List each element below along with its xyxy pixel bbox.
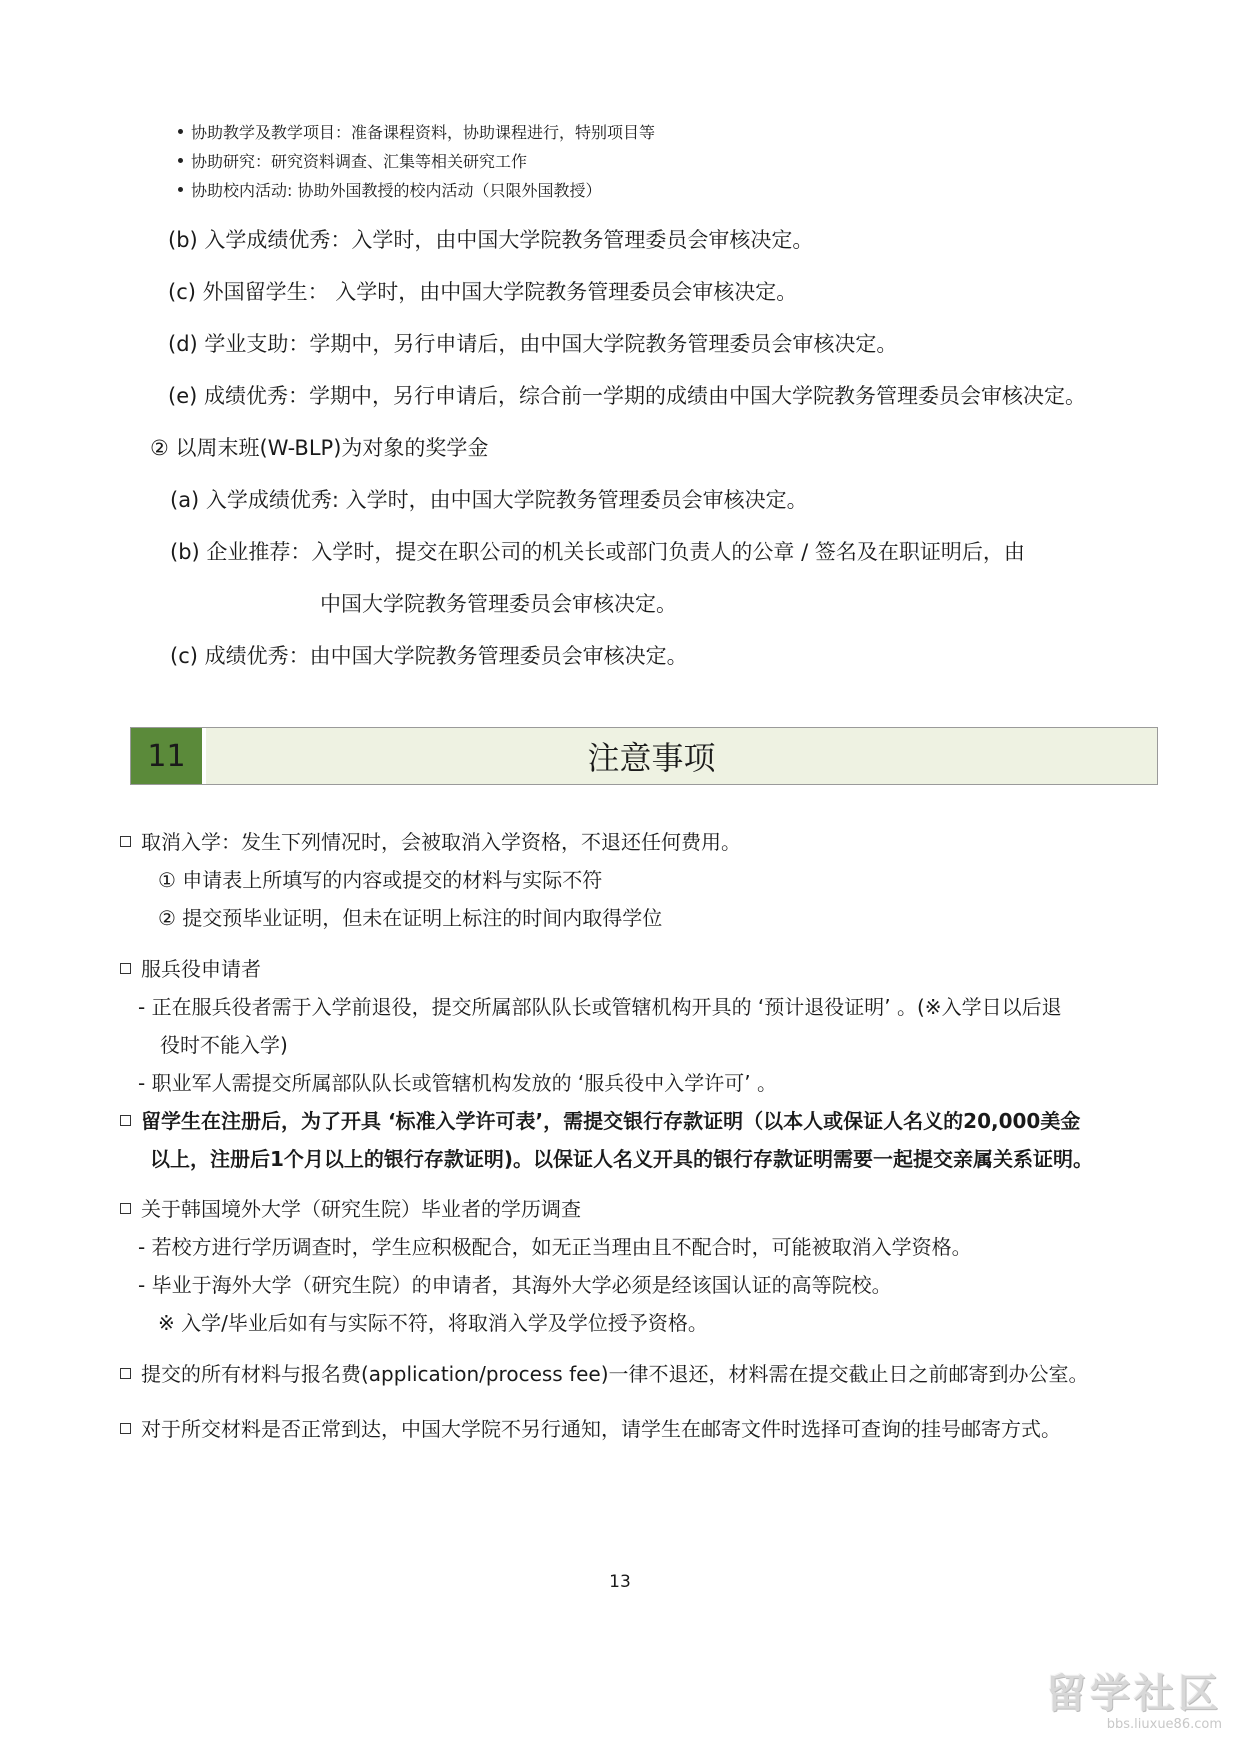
watermark-logo: 留学社区 [1046,1671,1222,1717]
note-subitem: - 正在服兵役者需于入学前退役，提交所属部队队长或管辖机构开具的 ‘预计退役证明’ 。(※入学日以后退 [138,995,1062,1019]
note-subitem: - 职业军人需提交所属部队队长或管辖机构发放的 ‘服兵役中入学许可’ 。 [138,1071,778,1095]
watermark [1046,1662,1222,1732]
checkbox-square-icon [120,836,131,847]
bullet-dot-icon [178,187,183,192]
note-subitem: ※ 入学/毕业后如有与实际不符，将取消入学及学位授予资格。 [158,1311,708,1335]
section-title: 注意事项 [206,728,1157,784]
scholarship-item: (a) 入学成绩优秀: 入学时，由中国大学院教务管理委员会审核决定。 [170,488,808,512]
checkbox-square-icon [120,1203,131,1214]
scholarship-item: (c) 成绩优秀：由中国大学院教务管理委员会审核决定。 [170,644,688,668]
checkbox-square-icon [120,963,131,974]
note-item-bold-continuation: 以上，注册后1个月以上的银行存款证明)。以保证人名义开具的银行存款证明需要一起提交亲属关系证明。 [150,1147,1094,1171]
note-subitem-continuation: 役时不能入学) [160,1033,288,1057]
weekend-scholarship-heading: ② 以周末班(W-BLP)为对象的奖学金 [150,436,489,460]
note-subitem: - 毕业于海外大学（研究生院）的申请者，其海外大学必须是经该国认证的高等院校。 [138,1273,892,1297]
section-header [130,727,1158,785]
checkbox-square-icon [120,1368,131,1379]
scholarship-item: (d) 学业支助：学期中，另行申请后，由中国大学院教务管理委员会审核决定。 [168,332,898,356]
note-item-bold: 留学生在注册后，为了开具 ‘标准入学许可表’，需提交银行存款证明（以本人或保证人名义的20,000美金 [120,1109,1080,1133]
bullet-dot-icon [178,158,183,163]
watermark-url: bbs.liuxue86.com [1106,1717,1222,1732]
note-item: 服兵役申请者 [120,957,261,981]
page-number: 13 [609,1572,631,1592]
scholarship-item: (e) 成绩优秀：学期中，另行申请后，综合前一学期的成绩由中国大学院教务管理委员会审核决定。 [168,384,1086,408]
scholarship-item: (b) 企业推荐：入学时，提交在职公司的机关长或部门负责人的公章 / 签名及在职证明后，由 [170,540,1025,564]
note-item: 取消入学：发生下列情况时，会被取消入学资格，不退还任何费用。 [120,830,741,854]
bullet-item: 协助校内活动: 协助外国教授的校内活动（只限外国教授） [178,181,601,200]
bullet-dot-icon [178,129,183,134]
note-item: 对于所交材料是否正常到达，中国大学院不另行通知，请学生在邮寄文件时选择可查询的挂号邮寄方式。 [120,1417,1061,1441]
note-item: 关于韩国境外大学（研究生院）毕业者的学历调查 [120,1197,581,1221]
section-number: 11 [131,728,206,784]
bullet-item: 协助研究：研究资料调查、汇集等相关研究工作 [178,152,527,171]
scholarship-item-continuation: 中国大学院教务管理委员会审核决定。 [320,592,677,616]
note-subitem: ② 提交预毕业证明，但未在证明上标注的时间内取得学位 [158,906,663,930]
note-subitem: ① 申请表上所填写的内容或提交的材料与实际不符 [158,868,603,892]
note-item: 提交的所有材料与报名费(application/process fee)一律不退还，材料需在提交截止日之前邮寄到办公室。 [120,1362,1089,1386]
checkbox-square-icon [120,1115,131,1126]
scholarship-item: (b) 入学成绩优秀：入学时，由中国大学院教务管理委员会审核决定。 [168,228,814,252]
note-subitem: - 若校方进行学历调查时，学生应积极配合，如无正当理由且不配合时，可能被取消入学资格。 [138,1235,972,1259]
checkbox-square-icon [120,1423,131,1434]
bullet-item: 协助教学及教学项目：准备课程资料，协助课程进行，特别项目等 [178,123,655,142]
scholarship-item: (c) 外国留学生： 入学时，由中国大学院教务管理委员会审核决定。 [168,280,798,304]
